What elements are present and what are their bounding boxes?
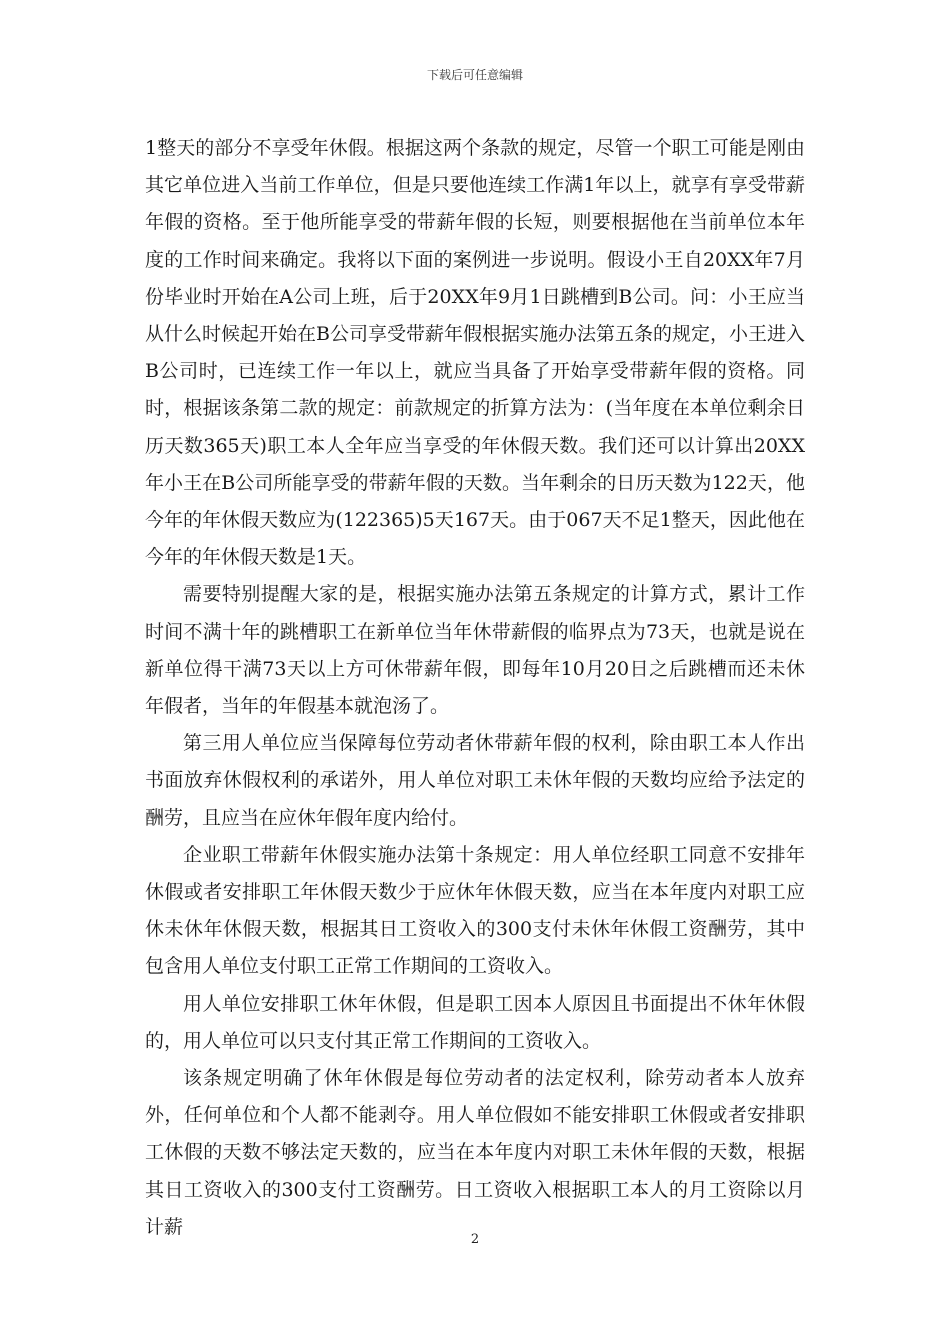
page-number: 2 — [470, 1232, 480, 1247]
paragraph-6: 该条规定明确了休年休假是每位劳动者的法定权利，除劳动者本人放弃外，任何单位和个人都不能剥夺。用人单位假如不能安排职工休假或者安排职工休假的天数不够法定天数的，应当在本年度内对职工未休年假的天数，根据其日工资收入的300支付工资酬劳。日工资收入根据职工本人的月工资除以月计薪 — [145, 1067, 805, 1238]
page-header-note: 下载后可任意编辑 — [426, 68, 523, 82]
paragraph-3: 第三用人单位应当保障每位劳动者休带薪年假的权利，除由职工本人作出书面放弃休假权利的承诺外，用人单位对职工未休年假的天数均应给予法定的酬劳，且应当在应休年假年度内给付。 — [145, 732, 805, 829]
paragraph-5: 用人单位安排职工休年休假，但是职工因本人原因且书面提出不休年休假的，用人单位可以只支付其正常工作期间的工资收入。 — [145, 992, 805, 1052]
paragraph-4: 企业职工带薪年休假实施办法第十条规定：用人单位经职工同意不安排年休假或者安排职工年休假天数少于应休年休假天数，应当在本年度内对职工应休未休年休假天数，根据其日工资收入的300支付未休年休假工资酬劳，其中包含用人单位支付职工正常工作期间的工资收入。 — [145, 843, 805, 978]
paragraph-1: 1整天的部分不享受年休假。根据这两个条款的规定，尽管一个职工可能是刚由其它单位进入当前工作单位，但是只要他连续工作满1年以上，就享有享受带薪年假的资格。至于他所能享受的带薪年假的长短，则要根据他在当前单位本年度的工作时间来确定。我将以下面的案例进一步说明。假设小王自20XX年7月份毕业时开始在A公司上班，后于20XX年9月1日跳槽到B公司。问：小王应当从什么时候起开始在B公司享受带薪年假根据实施办法第五条的规定，小王进入B公司时，已连续工作一年以上，就应当具备了开始享受带薪年假的资格。同时，根据该条第二款的规定：前款规定的折算方法为：(当年度在本单位剩余日历天数365天)职工本人全年应当享受的年休假天数。我们还可以计算出20XX年小王在B公司所能享受的带薪年假的天数。当年剩余的日历天数为122天，他今年的年休假天数应为(122365)5天167天。由于067天不足1整天，因此他在今年的年休假天数是1天。 — [145, 137, 805, 569]
paragraph-2: 需要特别提醒大家的是，根据实施办法第五条规定的计算方式，累计工作时间不满十年的跳槽职工在新单位当年休带薪假的临界点为73天，也就是说在新单位得干满73天以上方可休带薪年假，即每年10月20日之后跳槽而还未休年假者，当年的年假基本就泡汤了。 — [145, 583, 805, 718]
document-body — [145, 130, 805, 1246]
